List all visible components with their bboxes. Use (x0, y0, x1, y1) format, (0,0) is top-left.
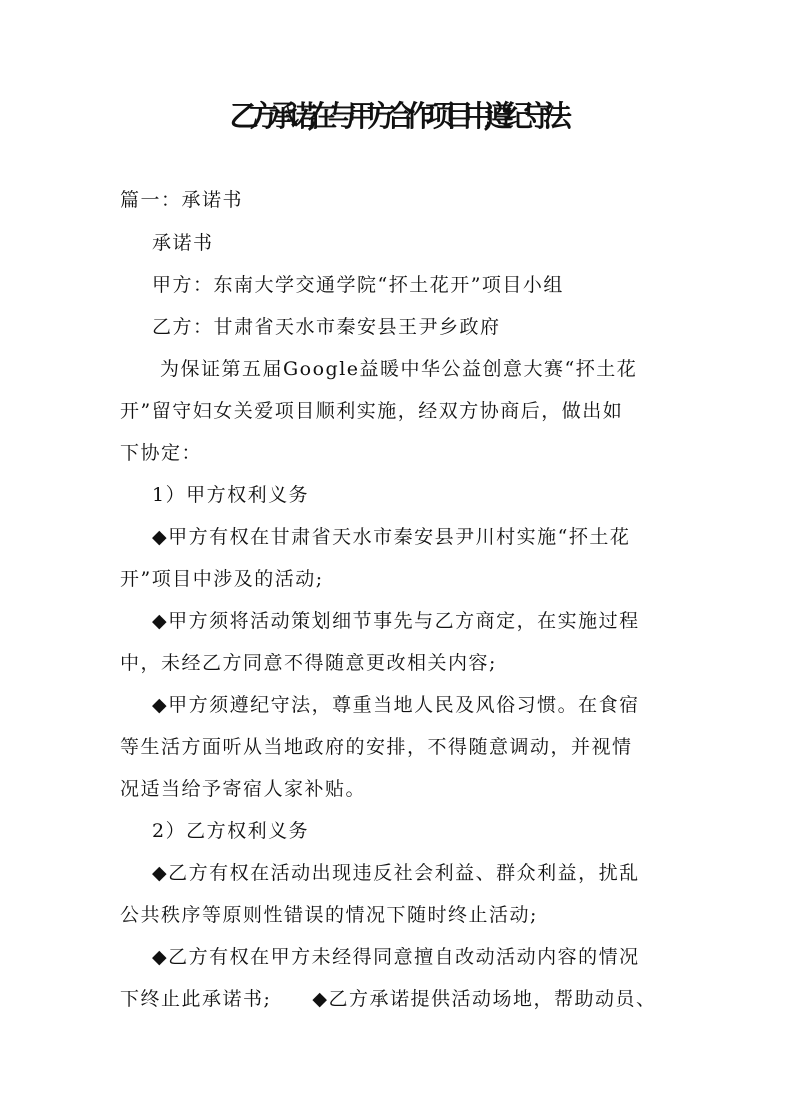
bullet-line: ◆乙方有权在甲方未经得同意擅自改动活动内容的情况 (152, 946, 640, 968)
paragraph-line: 开”留守妇女关爱项目顺利实施，经双方协商后，做出如 (120, 400, 624, 422)
paragraph-line: 中，未经乙方同意不得随意更改相关内容; (120, 652, 497, 674)
paragraph-line: 公共秩序等原则性错误的情况下随时终止活动; (120, 904, 538, 926)
bullet-line: ◆甲方须将活动策划细节事先与乙方商定，在实施过程 (152, 610, 640, 632)
party-a-line: 甲方：东南大学交通学院“抔土花开”项目小组 (152, 274, 564, 296)
paragraph-line: 等生活方面听从当地政府的安排，不得随意调动，并视情 (120, 736, 633, 758)
subheading: 承诺书 (152, 232, 214, 254)
bullet-line: ◆乙方有权在活动出现违反社会利益、群众利益，扰乱 (152, 862, 640, 884)
bullet-line: ◆甲方须遵纪守法，尊重当地人民及风俗习惯。在食宿 (152, 694, 640, 716)
document-title: 乙方承诺,在与甲方合作项目中,遵纪守法 (229, 99, 563, 133)
section-number-1: 1）甲方权利义务 (152, 484, 310, 506)
section-number-2: 2）乙方权利义务 (152, 820, 310, 842)
paragraph-line: 为保证第五届Google益暖中华公益创意大赛“抔土花 (160, 358, 638, 380)
paragraph-line: 下终止此承诺书; ◆乙方承诺提供活动场地，帮助动员、 (120, 988, 657, 1010)
paragraph-line: 况适当给予寄宿人家补贴。 (120, 778, 367, 800)
section-heading: 篇一：承诺书 (120, 189, 244, 211)
party-b-line: 乙方：甘肃省天水市秦安县王尹乡政府 (152, 316, 501, 338)
bullet-line: ◆甲方有权在甘肃省天水市秦安县尹川村实施“抔土花 (152, 526, 631, 548)
paragraph-line: 下协定： (120, 442, 203, 464)
paragraph-line: 开”项目中涉及的活动; (120, 568, 324, 590)
